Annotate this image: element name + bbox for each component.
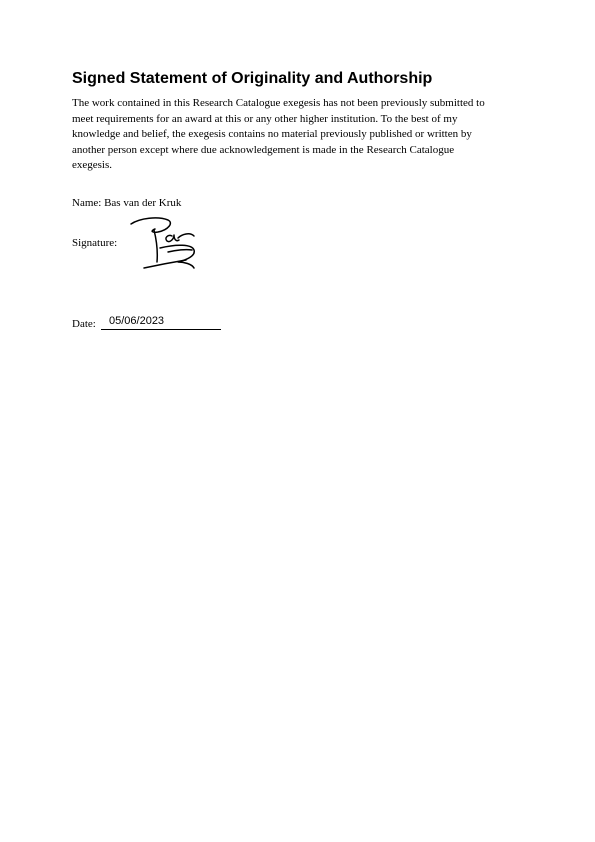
statement-paragraph: [72, 96, 527, 174]
date-field: [101, 314, 221, 330]
statement-line: another person except where due acknowledgement is made in the Research Catalogue: [72, 143, 455, 156]
date-label: Date:: [72, 318, 96, 330]
statement-line: knowledge and belief, the exegesis contains no material previously published or written by: [72, 128, 472, 140]
handwritten-signature: [128, 214, 204, 274]
signature-label: Signature:: [72, 237, 118, 249]
page-title: Signed Statement of Originality and Authorship: [72, 70, 433, 87]
name-line: Name: Bas van der Kruk: [72, 197, 182, 209]
statement-line: meet requirements for an award at this or any other higher institution. To the best of my: [72, 112, 458, 125]
statement-line: exegesis.: [72, 159, 113, 171]
date-value: 05/06/2023: [109, 315, 165, 327]
statement-line: The work contained in this Research Catalogue exegesis has not been previously submitted to: [72, 97, 485, 109]
